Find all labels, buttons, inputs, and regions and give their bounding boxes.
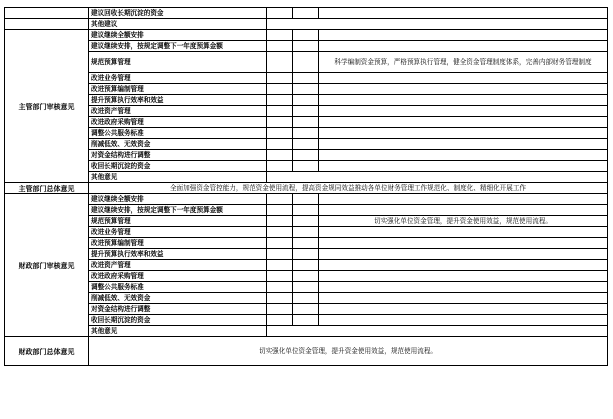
check-cell[interactable] [267,282,293,293]
finance-overall-label: 财政部门总体意见 [5,337,89,366]
check-cell[interactable] [267,117,293,128]
review-table [4,7,608,366]
table-row [5,238,608,249]
check-cell[interactable] [267,41,293,52]
table-row [5,293,608,304]
table-row [5,194,608,205]
section-label-cell [5,8,89,19]
check-cell[interactable] [293,271,319,282]
opinion-cell[interactable] [319,194,608,205]
item-label: 建议继续全额安排 [89,194,267,205]
item-label: 建议继续全额安排 [89,30,267,41]
opinion-cell[interactable] [319,260,608,271]
opinion-cell[interactable] [319,30,608,41]
item-label: 规范预算管理 [89,52,267,73]
item-label: 建议继续安排，按规定调整下一年度预算金额 [89,41,267,52]
opinion-cell[interactable] [319,293,608,304]
opinion-cell[interactable] [319,249,608,260]
check-cell[interactable] [293,128,319,139]
check-cell[interactable] [267,249,293,260]
item-label: 其他意见 [89,172,267,183]
check-cell[interactable] [293,238,319,249]
opinion-cell[interactable] [319,73,608,84]
check-cell[interactable] [293,117,319,128]
check-cell[interactable] [293,30,319,41]
check-cell[interactable] [267,106,293,117]
table-row [5,150,608,161]
check-cell[interactable] [267,73,293,84]
check-cell[interactable] [267,161,293,172]
opinion-cell[interactable] [319,161,608,172]
item-label: 改进预算编制管理 [89,238,267,249]
check-cell[interactable] [267,95,293,106]
table-row [5,95,608,106]
item-label: 削减低效、无效资金 [89,293,267,304]
opinion-cell[interactable] [319,205,608,216]
table-row [5,304,608,315]
item-label: 改进资产管理 [89,260,267,271]
opinion-cell[interactable] [319,282,608,293]
check-cell[interactable] [293,95,319,106]
check-cell[interactable] [293,106,319,117]
check-cell[interactable] [267,260,293,271]
check-cell[interactable] [293,205,319,216]
table-row [5,315,608,326]
opinion-cell[interactable] [319,271,608,282]
table-row [5,106,608,117]
item-label: 改进业务管理 [89,227,267,238]
check-cell[interactable] [293,194,319,205]
check-cell[interactable] [293,315,319,326]
table-row [5,73,608,84]
opinion-cell[interactable] [319,128,608,139]
check-cell[interactable] [267,150,293,161]
item-label: 其他意见 [89,326,267,337]
opinion-cell[interactable] [319,139,608,150]
table-row [5,216,608,227]
check-cell[interactable] [267,139,293,150]
check-cell[interactable] [267,30,293,41]
check-cell[interactable] [293,84,319,95]
review-form [4,7,607,366]
opinion-cell[interactable] [319,315,608,326]
item-label: 收回长期沉淀的资金 [89,315,267,326]
opinion-cell[interactable] [319,304,608,315]
check-cell[interactable] [293,41,319,52]
table-row [5,30,608,41]
check-cell[interactable] [293,161,319,172]
item-label: 改进资产管理 [89,106,267,117]
check-cell[interactable] [267,304,293,315]
item-label: 改进预算编制管理 [89,84,267,95]
table-row [5,172,608,183]
opinion-cell[interactable] [319,8,608,19]
opinion-cell[interactable] [319,227,608,238]
table-row [5,249,608,260]
item-label: 规范预算管理 [89,216,267,227]
item-label: 改进业务管理 [89,73,267,84]
item-label: 改进政府采购管理 [89,117,267,128]
table-row [5,282,608,293]
opinion-cell[interactable] [267,172,608,183]
check-cell[interactable] [293,282,319,293]
check-cell[interactable] [293,52,319,73]
check-cell[interactable] [267,52,293,73]
item-label: 对资金结构进行调整 [89,150,267,161]
check-cell[interactable] [293,304,319,315]
opinion-cell[interactable] [319,106,608,117]
supervisor-review-label: 主管部门审核意见 [5,30,89,183]
table-row [5,227,608,238]
opinion-cell[interactable] [319,41,608,52]
table-row [5,117,608,128]
table-row [5,271,608,282]
table-row [5,183,608,194]
check-cell[interactable] [267,8,293,19]
supervisor-overall-text: 全面加强资金管控能力，规范资金使用流程，提高资金规同效益推动各单位财务管理工作规范化、制度化、精细化开展工作 [89,183,608,194]
check-cell[interactable] [267,84,293,95]
table-row [5,128,608,139]
opinion-cell[interactable] [267,326,608,337]
check-cell[interactable] [267,205,293,216]
finance-review-label: 财政部门审核意见 [5,194,89,337]
check-cell[interactable] [267,227,293,238]
finance-opinion: 切实强化单位资金管理，提升资金使用效益，规范使用流程。 [319,216,608,227]
table-row [5,260,608,271]
check-cell[interactable] [293,139,319,150]
table-row [5,161,608,172]
table-row [5,139,608,150]
check-cell[interactable] [267,216,293,227]
check-cell[interactable] [293,293,319,304]
check-cell[interactable] [293,150,319,161]
check-cell[interactable] [267,194,293,205]
item-label: 提升预算执行效率和效益 [89,249,267,260]
opinion-cell[interactable] [319,95,608,106]
opinion-cell[interactable] [267,19,608,30]
check-cell[interactable] [267,315,293,326]
opinion-cell[interactable] [319,150,608,161]
item-label: 收回长期沉淀的资金 [89,161,267,172]
check-cell[interactable] [267,128,293,139]
item-label: 改进政府采购管理 [89,271,267,282]
item-label: 调整公共服务标准 [89,282,267,293]
check-cell[interactable] [267,238,293,249]
check-cell[interactable] [293,73,319,84]
item-label: 建议回收长期沉淀的资金 [89,8,267,19]
check-cell[interactable] [293,216,319,227]
check-cell[interactable] [267,293,293,304]
finance-overall-text: 切实强化单位资金管理，提升资金使用效益，规范使用流程。 [89,337,608,366]
supervisor-overall-label: 主管部门总体意见 [5,183,89,194]
table-row [5,205,608,216]
table-row [5,41,608,52]
check-cell[interactable] [293,249,319,260]
section-label-cell [5,19,89,30]
table-row [5,8,608,19]
table-row [5,52,608,73]
table-row [5,337,608,366]
check-cell[interactable] [293,260,319,271]
opinion-cell[interactable] [319,238,608,249]
item-label: 其他建议 [89,19,267,30]
item-label: 建议继续安排，按规定调整下一年度预算金额 [89,205,267,216]
opinion-cell[interactable] [319,117,608,128]
check-cell[interactable] [293,8,319,19]
item-label: 削减低效、无效资金 [89,139,267,150]
table-row [5,84,608,95]
check-cell[interactable] [267,271,293,282]
item-label: 调整公共服务标准 [89,128,267,139]
item-label: 提升预算执行效率和效益 [89,95,267,106]
supervisor-opinion: 科学编制资金预算，严格预算执行管理，健全资金管理制度体系，完善内部财务管理制度 [319,52,608,73]
table-row [5,19,608,30]
item-label: 对资金结构进行调整 [89,304,267,315]
table-row [5,326,608,337]
opinion-cell[interactable] [319,84,608,95]
check-cell[interactable] [293,227,319,238]
